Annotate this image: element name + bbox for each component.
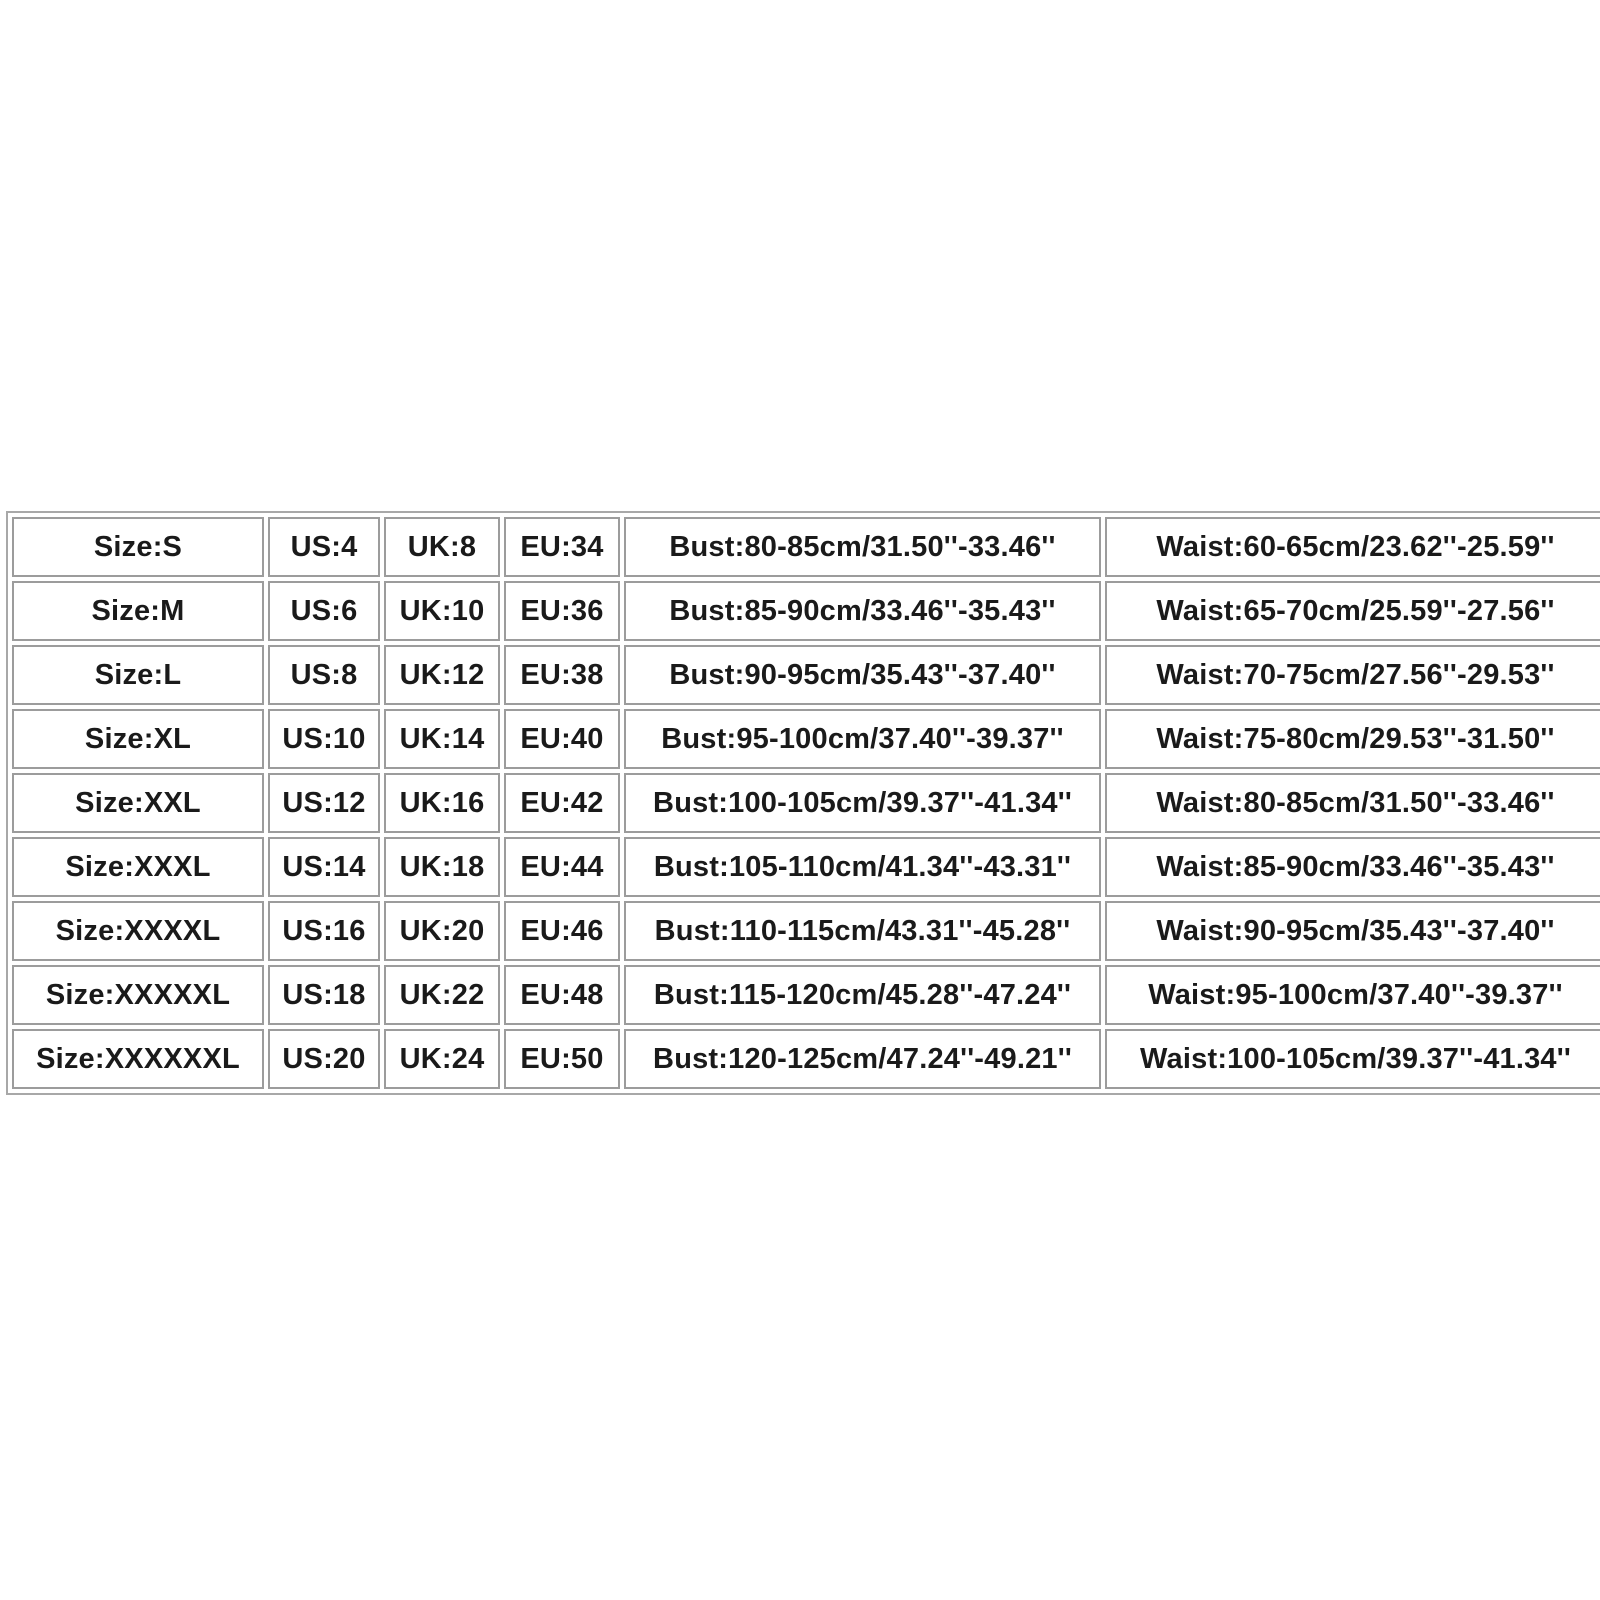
waist-cell: Waist:65-70cm/25.59''-27.56''	[1105, 581, 1600, 641]
size-cell: Size:M	[12, 581, 264, 641]
uk-size-cell: UK:18	[384, 837, 500, 897]
eu-size-cell: EU:42	[504, 773, 620, 833]
bust-cell: Bust:95-100cm/37.40''-39.37''	[624, 709, 1101, 769]
size-chart	[6, 511, 1600, 1095]
waist-cell: Waist:80-85cm/31.50''-33.46''	[1105, 773, 1600, 833]
size-cell: Size:XXXXXXL	[12, 1029, 264, 1089]
uk-size-cell: UK:22	[384, 965, 500, 1025]
eu-size-cell: EU:34	[504, 517, 620, 577]
waist-cell: Waist:95-100cm/37.40''-39.37''	[1105, 965, 1600, 1025]
bust-cell: Bust:120-125cm/47.24''-49.21''	[624, 1029, 1101, 1089]
eu-size-cell: EU:46	[504, 901, 620, 961]
us-size-cell: US:14	[268, 837, 380, 897]
bust-cell: Bust:85-90cm/33.46''-35.43''	[624, 581, 1101, 641]
size-cell: Size:L	[12, 645, 264, 705]
bust-cell: Bust:110-115cm/43.31''-45.28''	[624, 901, 1101, 961]
waist-cell: Waist:85-90cm/33.46''-35.43''	[1105, 837, 1600, 897]
eu-size-cell: EU:50	[504, 1029, 620, 1089]
eu-size-cell: EU:44	[504, 837, 620, 897]
waist-cell: Waist:75-80cm/29.53''-31.50''	[1105, 709, 1600, 769]
bust-cell: Bust:100-105cm/39.37''-41.34''	[624, 773, 1101, 833]
table-row	[12, 709, 1600, 769]
eu-size-cell: EU:48	[504, 965, 620, 1025]
waist-cell: Waist:60-65cm/23.62''-25.59''	[1105, 517, 1600, 577]
bust-cell: Bust:105-110cm/41.34''-43.31''	[624, 837, 1101, 897]
us-size-cell: US:6	[268, 581, 380, 641]
us-size-cell: US:20	[268, 1029, 380, 1089]
us-size-cell: US:8	[268, 645, 380, 705]
uk-size-cell: UK:14	[384, 709, 500, 769]
waist-cell: Waist:90-95cm/35.43''-37.40''	[1105, 901, 1600, 961]
uk-size-cell: UK:8	[384, 517, 500, 577]
size-cell: Size:XL	[12, 709, 264, 769]
us-size-cell: US:4	[268, 517, 380, 577]
waist-cell: Waist:100-105cm/39.37''-41.34''	[1105, 1029, 1600, 1089]
bust-cell: Bust:115-120cm/45.28''-47.24''	[624, 965, 1101, 1025]
size-cell: Size:XXXXXL	[12, 965, 264, 1025]
uk-size-cell: UK:12	[384, 645, 500, 705]
bust-cell: Bust:80-85cm/31.50''-33.46''	[624, 517, 1101, 577]
waist-cell: Waist:70-75cm/27.56''-29.53''	[1105, 645, 1600, 705]
us-size-cell: US:12	[268, 773, 380, 833]
uk-size-cell: UK:20	[384, 901, 500, 961]
eu-size-cell: EU:38	[504, 645, 620, 705]
us-size-cell: US:16	[268, 901, 380, 961]
table-row	[12, 581, 1600, 641]
table-row	[12, 965, 1600, 1025]
uk-size-cell: UK:24	[384, 1029, 500, 1089]
table-row	[12, 901, 1600, 961]
table-row	[12, 645, 1600, 705]
table-row	[12, 773, 1600, 833]
size-cell: Size:XXXL	[12, 837, 264, 897]
bust-cell: Bust:90-95cm/35.43''-37.40''	[624, 645, 1101, 705]
table-row	[12, 517, 1600, 577]
size-cell: Size:XXL	[12, 773, 264, 833]
size-cell: Size:XXXXL	[12, 901, 264, 961]
eu-size-cell: EU:36	[504, 581, 620, 641]
uk-size-cell: UK:16	[384, 773, 500, 833]
size-cell: Size:S	[12, 517, 264, 577]
table-row	[12, 1029, 1600, 1089]
uk-size-cell: UK:10	[384, 581, 500, 641]
table-row	[12, 837, 1600, 897]
us-size-cell: US:10	[268, 709, 380, 769]
size-chart-table	[8, 513, 1600, 1093]
us-size-cell: US:18	[268, 965, 380, 1025]
eu-size-cell: EU:40	[504, 709, 620, 769]
